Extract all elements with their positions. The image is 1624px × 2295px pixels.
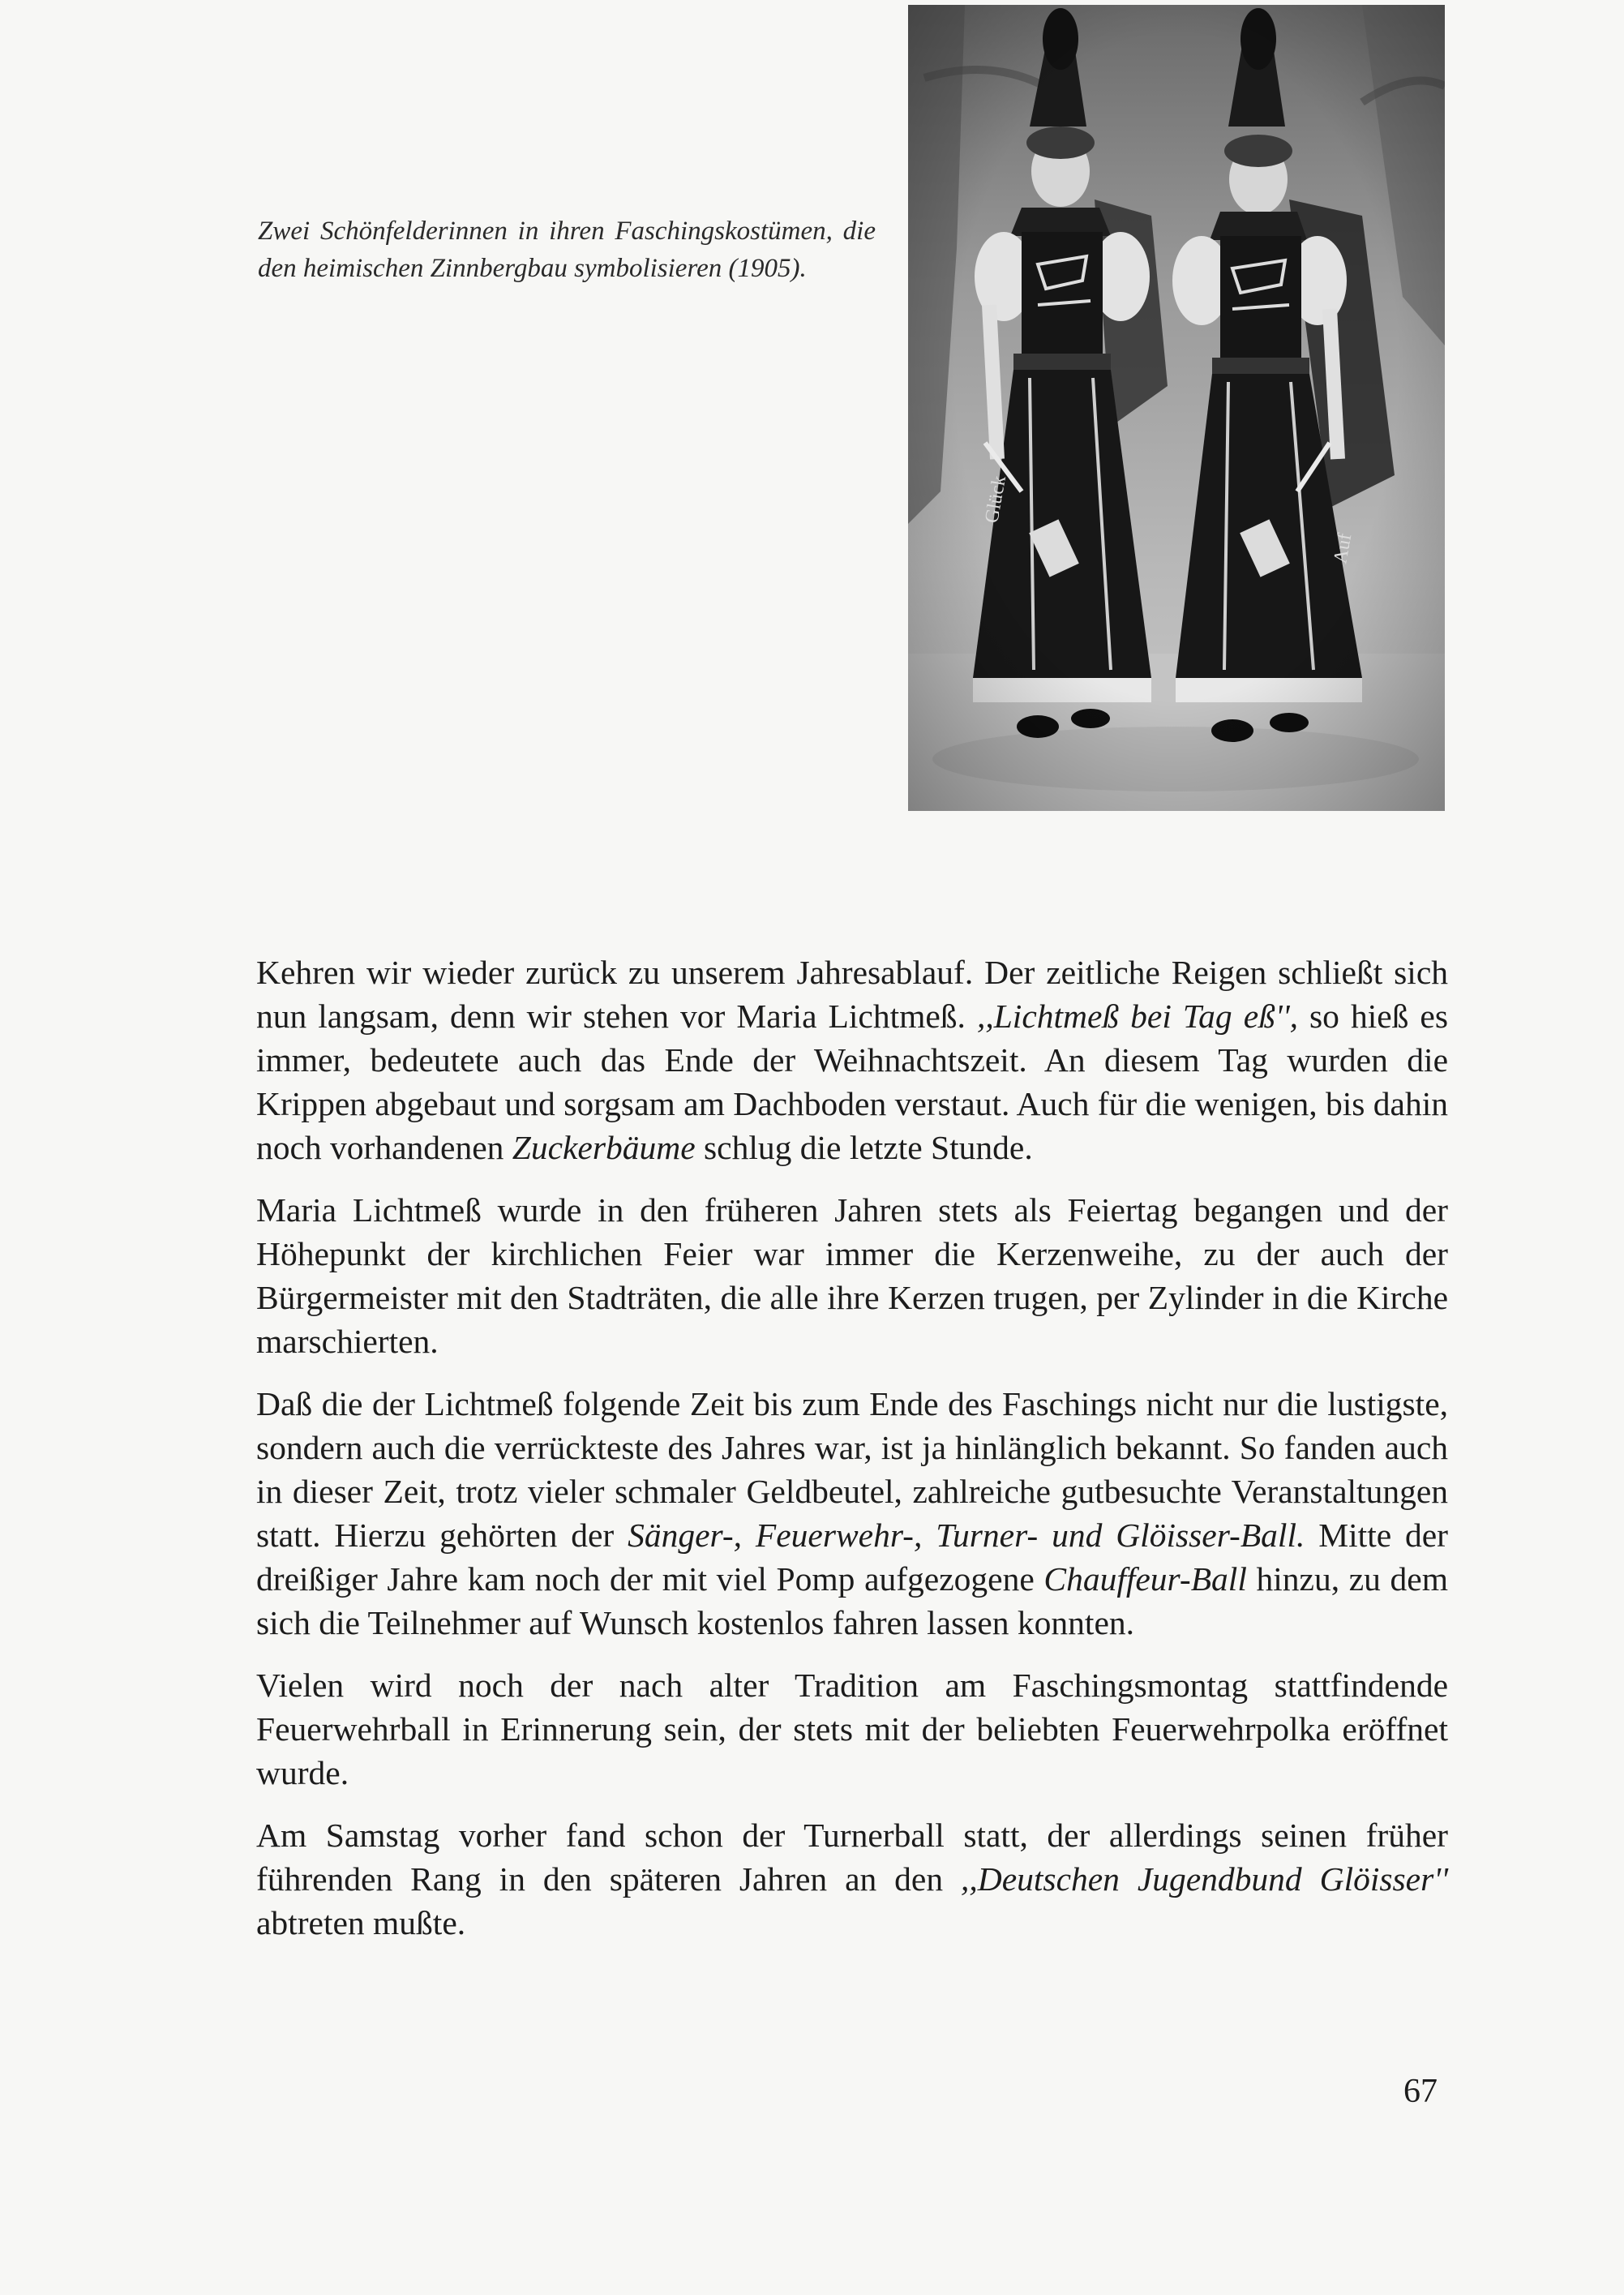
italic-phrase: Zuckerbäume bbox=[512, 1129, 696, 1166]
body-text bbox=[256, 950, 1448, 1963]
paragraph bbox=[256, 1188, 1448, 1363]
paragraph bbox=[256, 1382, 1448, 1645]
italic-phrase: ,,Deutschen Jugendbund Glöisser'' bbox=[961, 1860, 1448, 1898]
italic-phrase: Sänger-, Feuerwehr-, Turner- und Glöisser-Ball. bbox=[628, 1516, 1305, 1554]
paragraph bbox=[256, 1663, 1448, 1795]
text-run: Mitte der dreißiger Jahre kam noch der mit viel Pomp aufgezogene bbox=[256, 1516, 1449, 1598]
text-run: Kehren wir wieder zurück zu unserem Jahresablauf. Der zeitliche Reigen schließt sich nun langsam, denn wir stehen vor Maria Lichtmeß. bbox=[256, 954, 1448, 1035]
text-run: abtreten mußte. bbox=[256, 1904, 466, 1941]
photo-caption: Zwei Schönfelderinnen in ihren Faschingskostümen, die den heimischen Zinnbergbau symbolisieren (1905). bbox=[258, 217, 876, 283]
text-run: Vielen wird noch der nach alter Tradition am Faschingsmontag stattfindende Feuerwehrball in Erinnerung sein, der stets mit der beliebten Feuerwehrpolka eröffnet wurde. bbox=[256, 1667, 1448, 1791]
page-number: 67 bbox=[1403, 2073, 1438, 2110]
paragraph bbox=[256, 1813, 1448, 1945]
text-run: schlug die letzte Stunde. bbox=[695, 1129, 1033, 1166]
text-run: Daß die der Lichtmeß folgende Zeit bis zum Ende des Faschings nicht nur die lustigste, sondern auch die verrückteste des Jahres war, ist ja hinlänglich bekannt. So fanden auch in dieser Zeit, trotz vieler schmaler Geldbeutel, zahlreiche gutbesuchte Veranstaltungen statt. Hierzu gehörten der bbox=[256, 1385, 1448, 1554]
italic-phrase: Chauffeur-Ball bbox=[1043, 1560, 1247, 1598]
paragraph bbox=[256, 950, 1448, 1169]
text-run: Am Samstag vorher fand schon der Turnerball statt, der allerdings seinen früher führenden Rang in den späteren Jahren an den bbox=[256, 1817, 1448, 1898]
two-women-in-costumes-photo bbox=[908, 5, 1445, 811]
text-run: Maria Lichtmeß wurde in den früheren Jahren stets als Feiertag begangen und der Höhepunkt der kirchlichen Feier war immer die Kerzenweihe, zu der auch der Bürgermeister mit den Stadträten, die alle ihre Kerzen trugen, per Zylinder in die Kirche marschierten. bbox=[256, 1191, 1448, 1360]
italic-phrase: ,,Lichtmeß bei Tag eß'', bbox=[976, 997, 1298, 1035]
text-run: so hieß es immer, bedeutete auch das Ende der Weihnachtszeit. An diesem Tag wurden die Krippen abgebaut und sorgsam am Dachboden verstaut. Auch für die wenigen, bis dahin noch vorhandenen bbox=[256, 997, 1448, 1166]
historical-photo bbox=[908, 5, 1445, 811]
text-run: hinzu, zu dem sich die Teilnehmer auf Wunsch kostenlos fahren lassen konnten. bbox=[256, 1560, 1448, 1641]
